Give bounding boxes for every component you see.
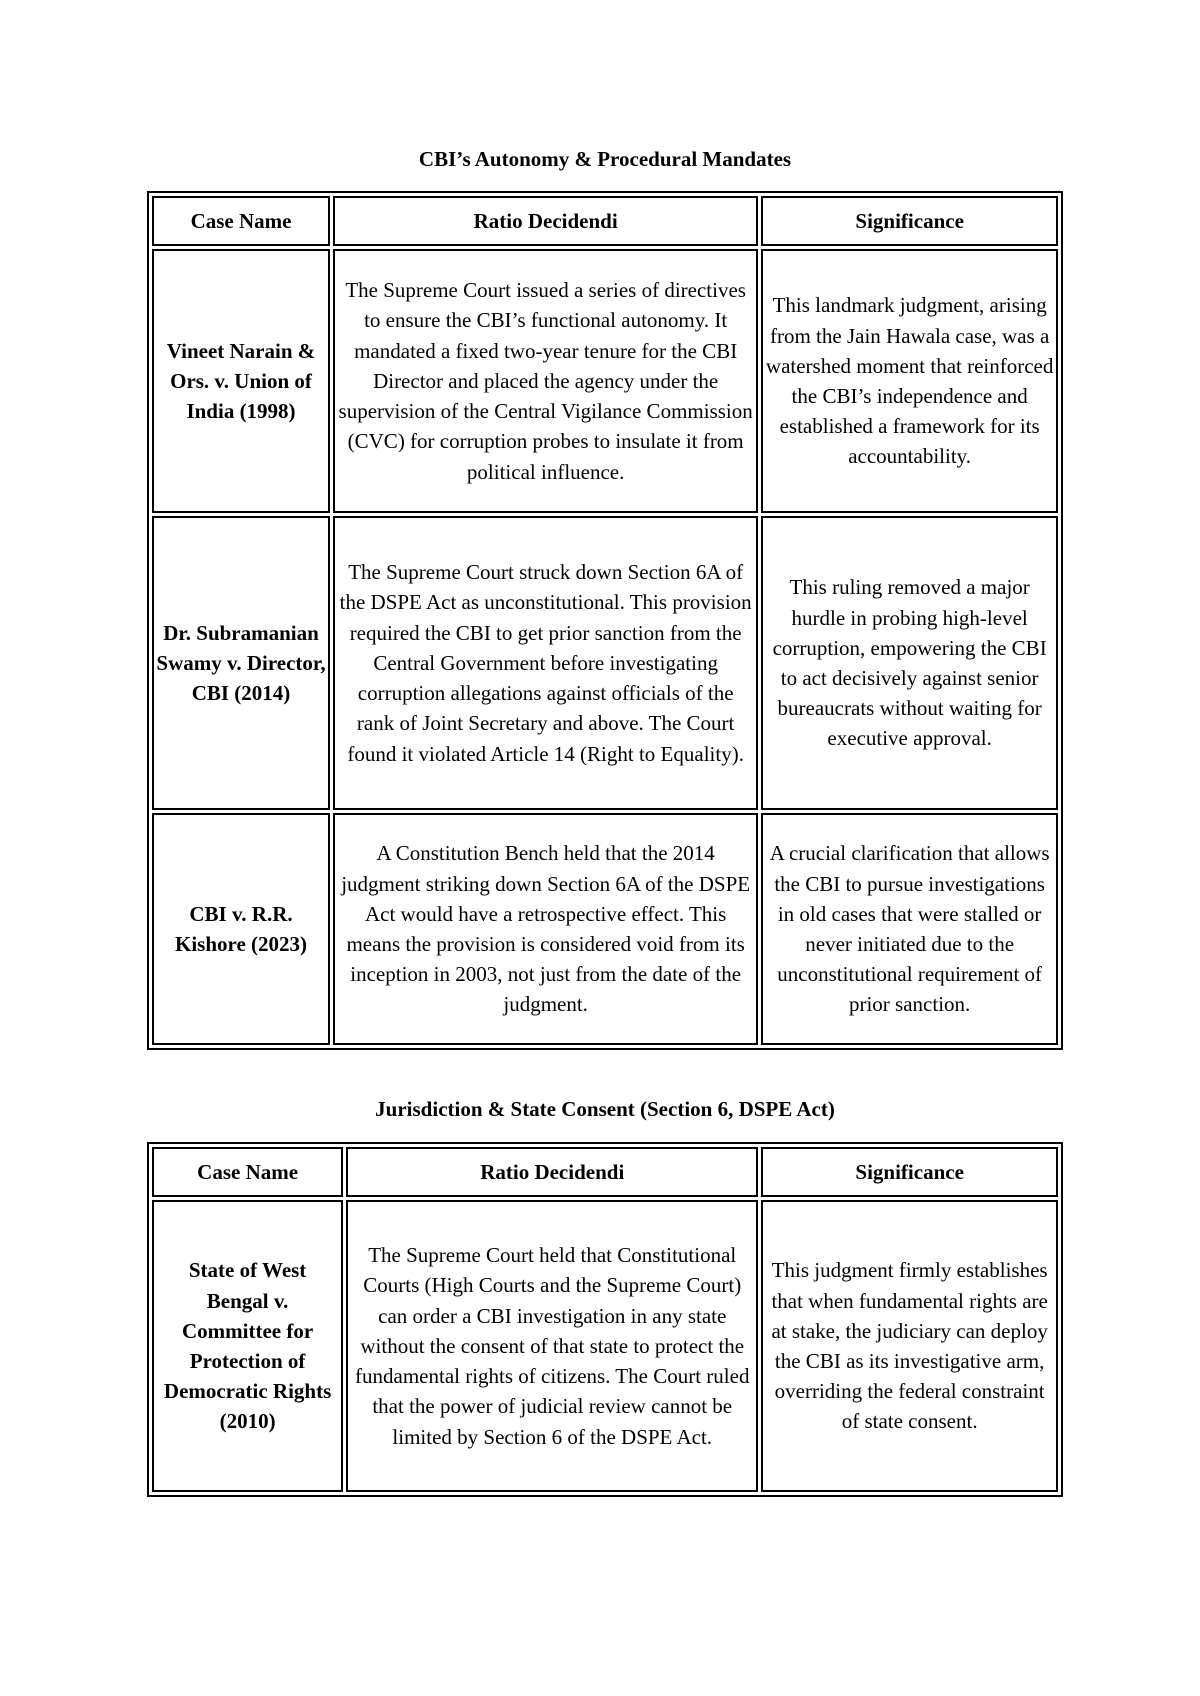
autonomy-cases-table (147, 191, 1063, 1050)
table-header-row (152, 196, 1058, 246)
ratio-cell: A Constitution Bench held that the 2014 judgment striking down Section 6A of the DSPE Act would have a retrospective effect. This means the provision is considered void from its inception in 2003, not just from the date of the judgment. (333, 813, 758, 1045)
table-row (152, 813, 1058, 1045)
significance-cell: A crucial clarification that allows the CBI to pursue investigations in old cases that were stalled or never initiated due to the unconstitutional requirement of prior sanction. (761, 813, 1058, 1045)
jurisdiction-cases-table (147, 1142, 1063, 1497)
table-row (152, 1200, 1058, 1492)
header-case-name: Case Name (152, 1147, 343, 1197)
significance-cell: This ruling removed a major hurdle in probing high-level corruption, empowering the CBI to act decisively against senior bureaucrats without waiting for executive approval. (761, 516, 1058, 810)
header-ratio-decidendi: Ratio Decidendi (346, 1147, 758, 1197)
case-name-cell: Vineet Narain & Ors. v. Union of India (1998) (152, 249, 330, 513)
significance-cell: This landmark judgment, arising from the Jain Hawala case, was a watershed moment that reinforced the CBI’s independence and established a framework for its accountability. (761, 249, 1058, 513)
section-title-jurisdiction: Jurisdiction & State Consent (Section 6, DSPE Act) (375, 1097, 835, 1121)
table-row (152, 249, 1058, 513)
header-case-name: Case Name (152, 196, 330, 246)
header-significance: Significance (761, 196, 1058, 246)
table-header-row (152, 1147, 1058, 1197)
case-name-cell: CBI v. R.R. Kishore (2023) (152, 813, 330, 1045)
section-title-autonomy: CBI’s Autonomy & Procedural Mandates (418, 147, 792, 171)
header-significance: Significance (761, 1147, 1058, 1197)
case-name-cell: State of West Bengal v. Committee for Protection of Democratic Rights (2010) (152, 1200, 343, 1492)
table-row (152, 516, 1058, 810)
case-name-cell: Dr. Subramanian Swamy v. Director, CBI (2014) (152, 516, 330, 810)
header-ratio-decidendi: Ratio Decidendi (333, 196, 758, 246)
ratio-cell: The Supreme Court struck down Section 6A of the DSPE Act as unconstitutional. This provision required the CBI to get prior sanction from the Central Government before investigating corruption allegations against officials of the rank of Joint Secretary and above. The Court found it violated Article 14 (Right to Equality). (333, 516, 758, 810)
significance-cell: This judgment firmly establishes that when fundamental rights are at stake, the judiciary can deploy the CBI as its investigative arm, overriding the federal constraint of state consent. (761, 1200, 1058, 1492)
ratio-cell: The Supreme Court issued a series of directives to ensure the CBI’s functional autonomy. It mandated a fixed two-year tenure for the CBI Director and placed the agency under the supervision of the Central Vigilance Commission (CVC) for corruption probes to insulate it from political influence. (333, 249, 758, 513)
ratio-cell: The Supreme Court held that Constitutional Courts (High Courts and the Supreme Court) can order a CBI investigation in any state without the consent of that state to protect the fundamental rights of citizens. The Court ruled that the power of judicial review cannot be limited by Section 6 of the DSPE Act. (346, 1200, 758, 1492)
